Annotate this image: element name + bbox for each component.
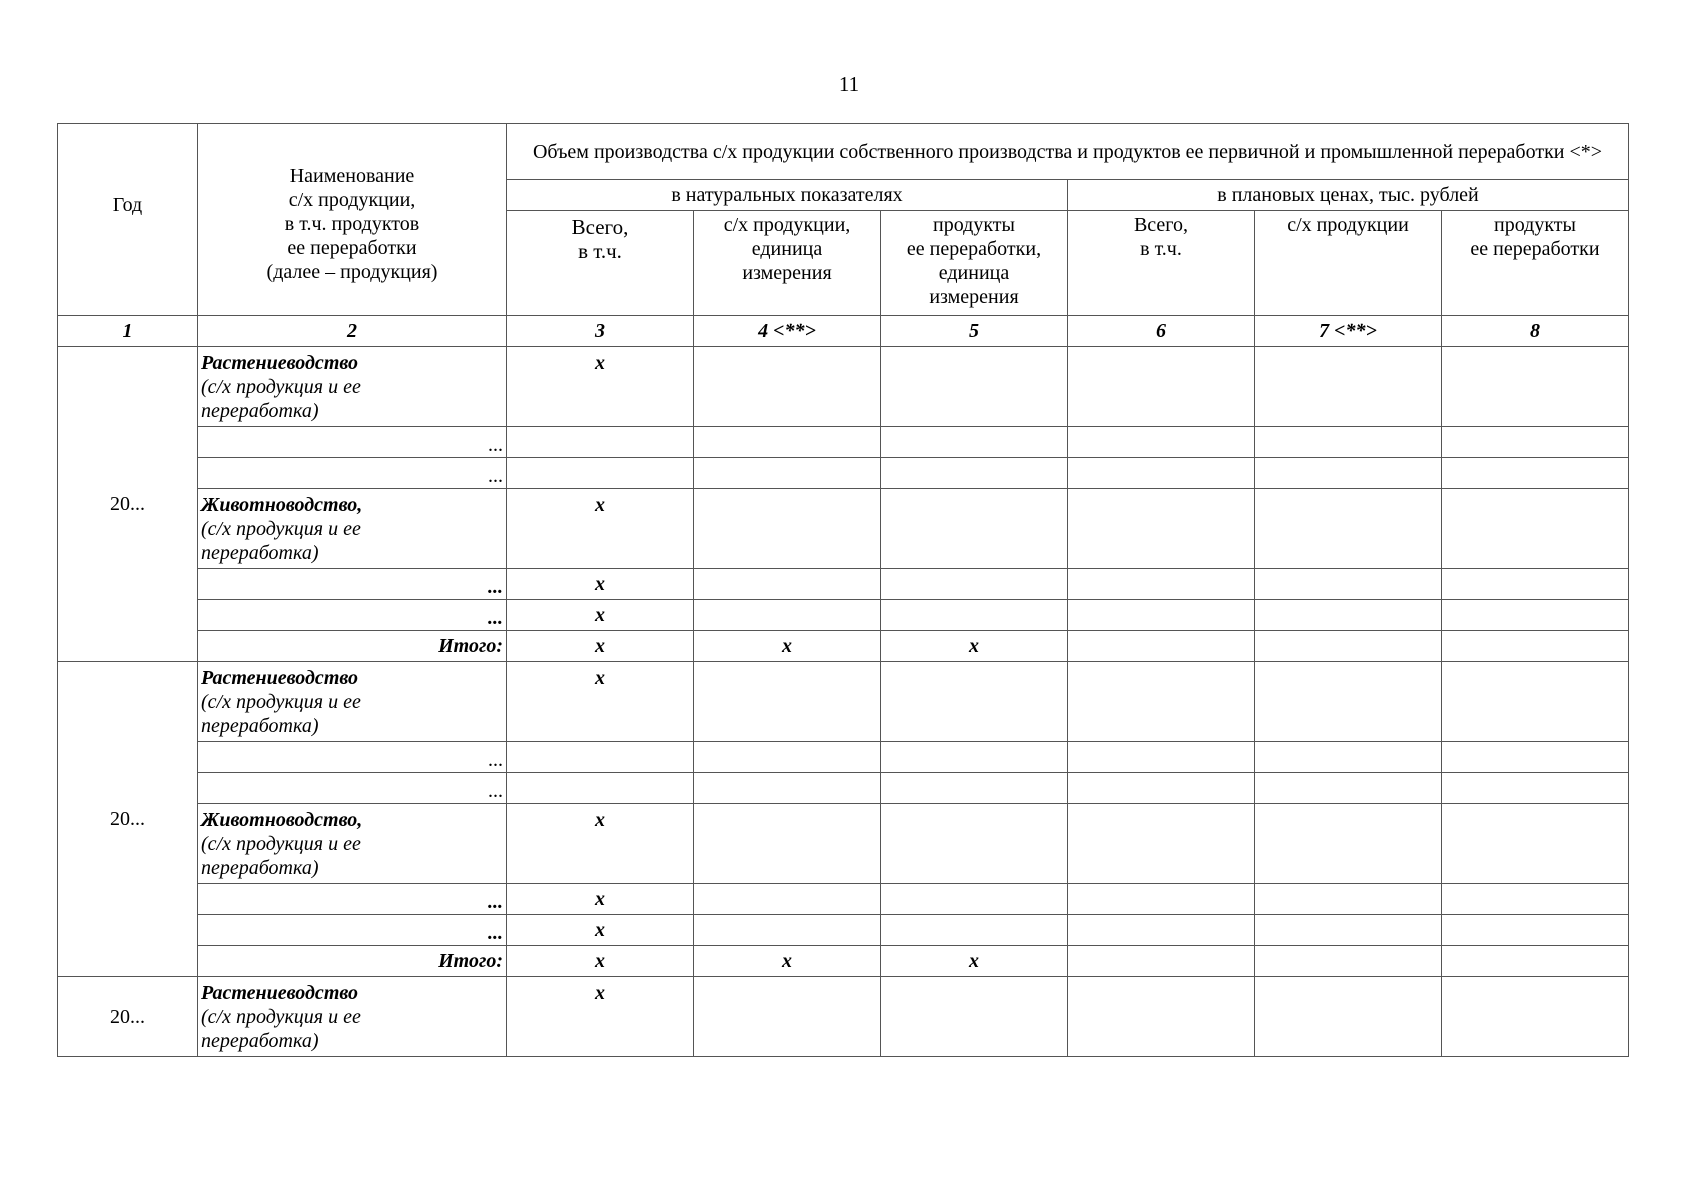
year-cell: 20... [58,347,198,662]
empty-cell [694,884,881,915]
empty-cell [881,600,1068,631]
dots-cell: ... [198,915,507,946]
empty-cell [1068,977,1255,1057]
dots-cell: ... [198,569,507,600]
empty-cell [1442,884,1629,915]
column-number: 8 [1442,316,1629,347]
empty-cell [1442,662,1629,742]
empty-cell [694,804,881,884]
empty-cell [1068,347,1255,427]
header-planned-total: Всего, в т.ч. [1068,211,1255,316]
total-label: Итого: [198,946,507,977]
header-natural-total: Всего, в т.ч. [507,211,694,316]
crop-label: Растениеводство [201,982,359,1004]
table-row [58,884,1629,915]
crop-category [198,347,507,427]
table-row [58,915,1629,946]
x-mark: x [694,631,881,662]
table-row [58,804,1629,884]
livestock-label: Животноводство, [201,494,363,516]
total-row [58,631,1629,662]
table-row [58,569,1629,600]
empty-cell [694,662,881,742]
column-number: 7 <**> [1255,316,1442,347]
empty-cell [507,458,694,489]
crop-subtitle: (с/х продукция и ее переработка) [201,1006,361,1052]
total-row [58,946,1629,977]
header-planned-prices: в плановых ценах, тыс. рублей [1068,180,1629,211]
empty-cell [881,804,1068,884]
empty-cell [1068,600,1255,631]
empty-cell [1255,742,1442,773]
empty-cell [881,773,1068,804]
empty-cell [694,569,881,600]
empty-cell [694,458,881,489]
header-natural-processed: продукты ее переработки, единица измерения [881,211,1068,316]
empty-cell [1255,915,1442,946]
x-mark: x [881,946,1068,977]
header-year: Год [58,124,198,316]
x-mark: x [507,946,694,977]
production-volume-table [57,123,1629,1057]
header-planned-processed: продукты ее переработки [1442,211,1629,316]
empty-cell [881,742,1068,773]
empty-cell [1442,600,1629,631]
empty-cell [1442,773,1629,804]
table-row [58,489,1629,569]
empty-cell [1068,742,1255,773]
empty-cell [1255,458,1442,489]
empty-cell [881,977,1068,1057]
empty-cell [694,915,881,946]
x-mark: x [507,600,694,631]
dots-cell: ... [198,742,507,773]
empty-cell [881,884,1068,915]
empty-cell [881,427,1068,458]
dots-cell: ... [198,427,507,458]
empty-cell [881,347,1068,427]
total-label: Итого: [198,631,507,662]
empty-cell [881,458,1068,489]
crop-category [198,662,507,742]
header-natural-agri: с/х продукции, единица измерения [694,211,881,316]
empty-cell [1068,662,1255,742]
x-mark: x [507,631,694,662]
crop-label: Растениеводство [201,667,359,689]
crop-label: Растениеводство [201,352,359,374]
table-row [58,742,1629,773]
empty-cell [1442,427,1629,458]
dots-cell: ... [198,458,507,489]
empty-cell [1442,742,1629,773]
empty-cell [1255,427,1442,458]
empty-cell [1442,915,1629,946]
page-number: 11 [838,72,860,96]
column-number: 4 <**> [694,316,881,347]
empty-cell [1255,946,1442,977]
empty-cell [881,915,1068,946]
x-mark: x [507,569,694,600]
empty-cell [694,773,881,804]
table-row [58,458,1629,489]
year-cell: 20... [58,977,198,1057]
column-number: 6 [1068,316,1255,347]
empty-cell [507,773,694,804]
empty-cell [1442,631,1629,662]
livestock-subtitle: (с/х продукция и ее переработка) [201,833,361,879]
x-mark: x [507,915,694,946]
empty-cell [1255,662,1442,742]
x-mark: x [881,631,1068,662]
livestock-label: Животноводство, [201,809,363,831]
crop-subtitle: (с/х продукция и ее переработка) [201,691,361,737]
x-mark: x [507,804,694,884]
empty-cell [1442,458,1629,489]
x-mark: x [507,347,694,427]
x-mark: x [507,977,694,1057]
empty-cell [694,977,881,1057]
empty-cell [694,347,881,427]
year-cell: 20... [58,662,198,977]
empty-cell [1442,804,1629,884]
empty-cell [1442,977,1629,1057]
empty-cell [694,742,881,773]
header-natural-indicators: в натуральных показателях [507,180,1068,211]
empty-cell [881,662,1068,742]
empty-cell [1442,489,1629,569]
empty-cell [1068,804,1255,884]
x-mark: x [507,662,694,742]
header-production-volume: Объем производства с/х продукции собственного производства и продуктов ее первичной и промышленной переработки <*> [507,124,1629,180]
x-mark: x [694,946,881,977]
empty-cell [1255,631,1442,662]
empty-cell [1255,600,1442,631]
empty-cell [1442,347,1629,427]
livestock-category [198,489,507,569]
empty-cell [1068,489,1255,569]
table-row [58,773,1629,804]
empty-cell [694,427,881,458]
empty-cell [1255,489,1442,569]
table-row [58,600,1629,631]
empty-cell [694,489,881,569]
empty-cell [1068,773,1255,804]
empty-cell [1255,347,1442,427]
header-product-name: Наименование с/х продукции, в т.ч. продуктов ее переработки (далее – продукция) [198,124,507,316]
column-number: 1 [58,316,198,347]
empty-cell [507,427,694,458]
empty-cell [1068,427,1255,458]
empty-cell [694,600,881,631]
empty-cell [1255,884,1442,915]
empty-cell [1442,569,1629,600]
table-row [58,662,1629,742]
header-row-1 [58,124,1629,180]
x-mark: x [507,489,694,569]
livestock-category [198,804,507,884]
column-number: 3 [507,316,694,347]
empty-cell [1068,946,1255,977]
livestock-subtitle: (с/х продукция и ее переработка) [201,518,361,564]
dots-cell: ... [198,600,507,631]
empty-cell [1442,946,1629,977]
empty-cell [1068,458,1255,489]
empty-cell [1068,915,1255,946]
crop-category [198,977,507,1057]
table-row [58,347,1629,427]
column-numbers-row [58,316,1629,347]
empty-cell [1255,804,1442,884]
table-row [58,427,1629,458]
empty-cell [507,742,694,773]
empty-cell [1068,884,1255,915]
empty-cell [1255,977,1442,1057]
empty-cell [881,489,1068,569]
dots-cell: ... [198,884,507,915]
crop-subtitle: (с/х продукция и ее переработка) [201,376,361,422]
empty-cell [1068,631,1255,662]
empty-cell [881,569,1068,600]
column-number: 5 [881,316,1068,347]
empty-cell [1255,569,1442,600]
x-mark: x [507,884,694,915]
table-row [58,977,1629,1057]
empty-cell [1068,569,1255,600]
header-planned-agri: с/х продукции [1255,211,1442,316]
column-number: 2 [198,316,507,347]
empty-cell [1255,773,1442,804]
dots-cell: ... [198,773,507,804]
